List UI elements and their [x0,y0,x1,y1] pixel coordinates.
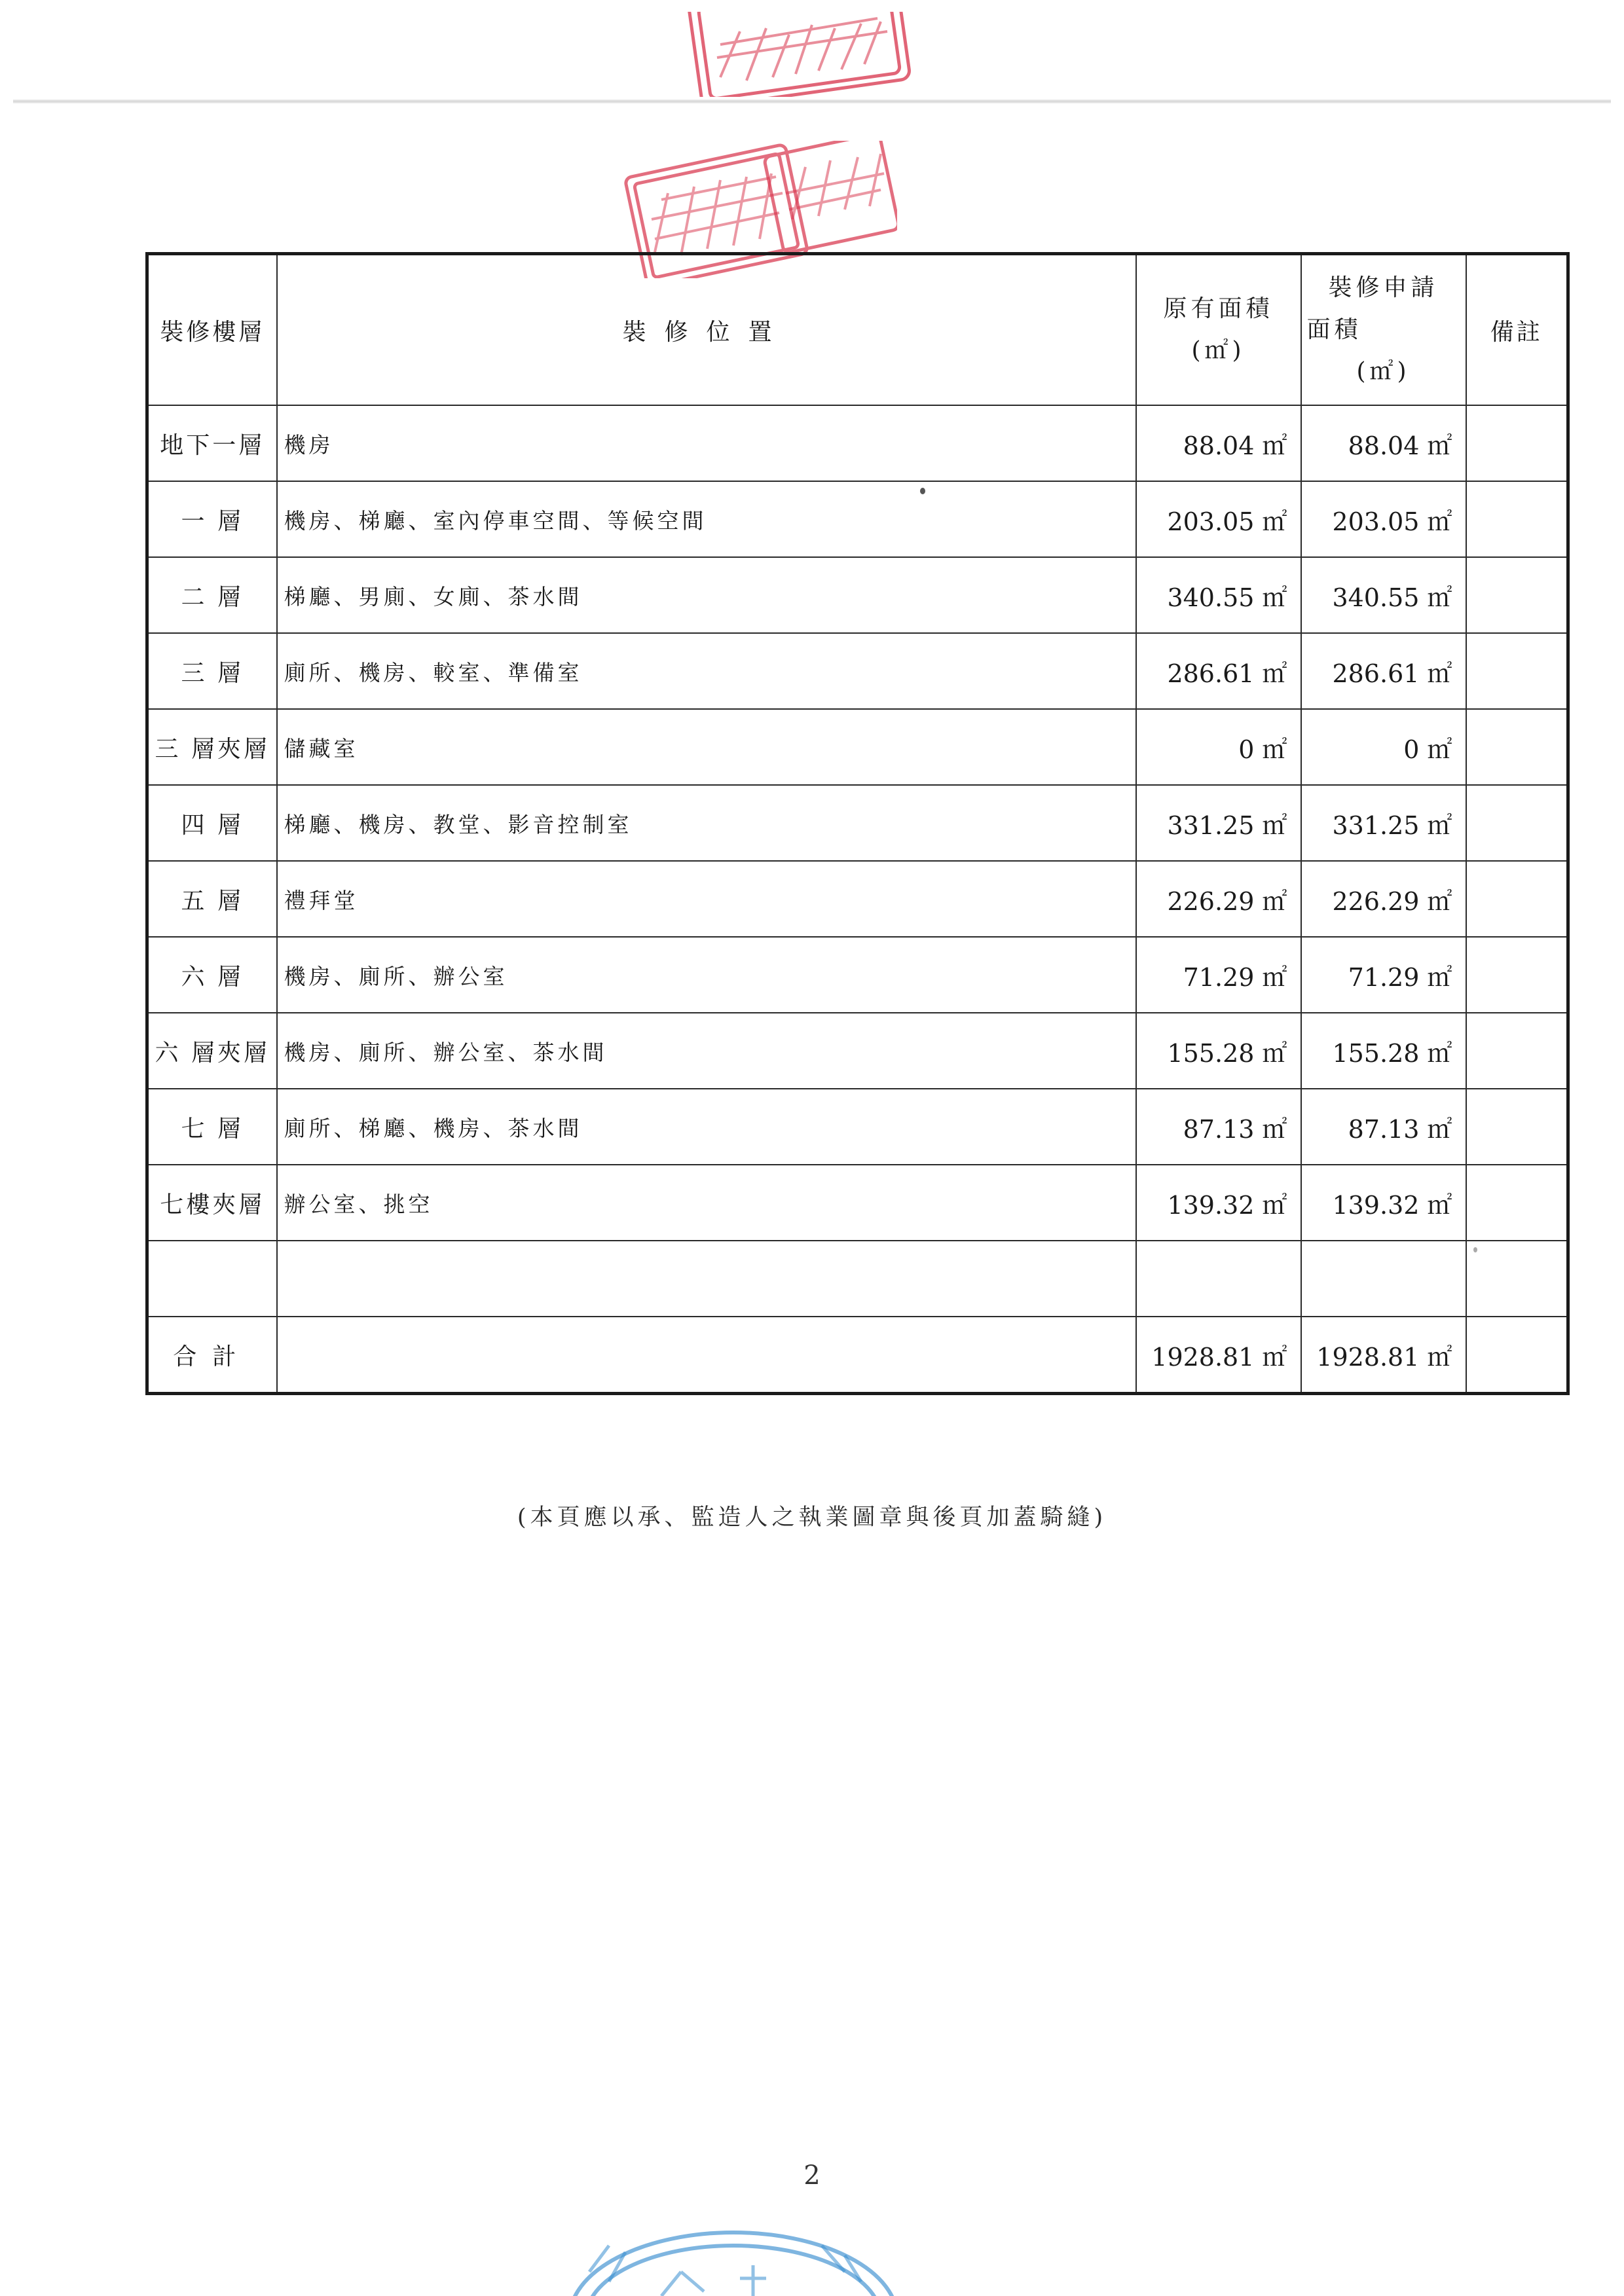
original-area-cell: 0 ㎡ [1136,709,1301,785]
location-cell: 禮拜堂 [277,861,1136,937]
original-area-cell: 71.29 ㎡ [1136,937,1301,1013]
original-area-cell: 203.05 ㎡ [1136,481,1301,557]
scan-speck [1473,1247,1477,1252]
floor-cell: 七樓夾層 [147,1165,277,1241]
remarks-cell [1466,481,1568,557]
location-cell: 廁所、梯廳、機房、茶水間 [277,1089,1136,1165]
total-original-area: 1928.81 ㎡ [1136,1317,1301,1394]
applied-area-cell: 331.25 ㎡ [1301,785,1466,861]
table-row [147,405,1568,481]
total-location-cell [277,1317,1136,1394]
remarks-cell [1466,861,1568,937]
scan-speck [920,488,925,494]
location-cell: 辦公室、挑空 [277,1165,1136,1241]
total-label: 合計 [147,1317,277,1394]
header-applied-area-label-1: 裝修申請 [1328,274,1439,301]
total-remarks-cell [1466,1317,1568,1394]
location-cell: 機房 [277,405,1136,481]
total-applied-area: 1928.81 ㎡ [1301,1317,1466,1394]
table-row [147,481,1568,557]
original-area-cell: 331.25 ㎡ [1136,785,1301,861]
applied-area-cell: 203.05 ㎡ [1301,481,1466,557]
floor-cell: 三 層 [147,633,277,709]
header-applied-area [1301,254,1466,406]
table-header-row [147,254,1568,406]
page-number: 2 [803,2160,821,2191]
table-row [147,937,1568,1013]
location-cell [277,1241,1136,1317]
paper-fold-line [13,100,1611,103]
original-area-cell: 226.29 ㎡ [1136,861,1301,937]
original-area-cell: 286.61 ㎡ [1136,633,1301,709]
table-row [147,709,1568,785]
location-cell: 機房、梯廳、室內停車空間、等候空間 [277,481,1136,557]
header-floor: 裝修樓層 [147,254,277,406]
location-cell: 儲藏室 [277,709,1136,785]
applied-area-cell: 71.29 ㎡ [1301,937,1466,1013]
applied-area-cell: 226.29 ㎡ [1301,861,1466,937]
floor-cell: 四 層 [147,785,277,861]
floor-cell: 三 層夾層 [147,709,277,785]
floor-cell [147,1241,277,1317]
table-row-empty [147,1241,1568,1317]
remarks-cell [1466,633,1568,709]
table-row [147,785,1568,861]
original-area-cell: 139.32 ㎡ [1136,1165,1301,1241]
table-row [147,861,1568,937]
floor-cell: 地下一層 [147,405,277,481]
location-cell: 梯廳、機房、教堂、影音控制室 [277,785,1136,861]
original-area-cell: 87.13 ㎡ [1136,1089,1301,1165]
applied-area-cell: 87.13 ㎡ [1301,1089,1466,1165]
header-original-area-label: 原有面積 [1163,295,1274,322]
applied-area-cell: 340.55 ㎡ [1301,557,1466,633]
applied-area-cell: 286.61 ㎡ [1301,633,1466,709]
remarks-cell [1466,1241,1568,1317]
applied-area-cell: 139.32 ㎡ [1301,1165,1466,1241]
applied-area-cell: 0 ㎡ [1301,709,1466,785]
applied-area-cell [1301,1241,1466,1317]
remarks-cell [1466,1089,1568,1165]
location-cell: 梯廳、男廁、女廁、茶水間 [277,557,1136,633]
footer-note: (本頁應以承、監造人之執業圖章與後頁加蓋騎縫) [517,1504,1107,1531]
remarks-cell [1466,1013,1568,1089]
original-area-cell: 340.55 ㎡ [1136,557,1301,633]
remarks-cell [1466,405,1568,481]
header-original-area-unit: (㎡) [1191,337,1246,364]
original-area-cell: 155.28 ㎡ [1136,1013,1301,1089]
header-location: 裝修位置 [277,254,1136,406]
floor-cell: 一 層 [147,481,277,557]
floor-cell: 六 層 [147,937,277,1013]
floor-cell: 五 層 [147,861,277,937]
header-applied-area-unit: (㎡) [1356,358,1411,385]
original-area-cell: 88.04 ㎡ [1136,405,1301,481]
remarks-cell [1466,1165,1568,1241]
renovation-area-table [145,252,1570,1395]
table-total-row [147,1317,1568,1394]
location-cell: 廁所、機房、較室、準備室 [277,633,1136,709]
table-row [147,1089,1568,1165]
header-remarks: 備註 [1466,254,1568,406]
header-applied-area-label-2: 面積 [1306,316,1362,343]
table-row [147,557,1568,633]
blue-seal-stamp-bottom [563,2219,904,2296]
applied-area-cell: 88.04 ㎡ [1301,405,1466,481]
floor-cell: 七 層 [147,1089,277,1165]
table-row [147,1165,1568,1241]
table-row [147,1013,1568,1089]
original-area-cell [1136,1241,1301,1317]
remarks-cell [1466,937,1568,1013]
location-cell: 機房、廁所、辦公室 [277,937,1136,1013]
floor-cell: 二 層 [147,557,277,633]
remarks-cell [1466,557,1568,633]
floor-cell: 六 層夾層 [147,1013,277,1089]
applied-area-cell: 155.28 ㎡ [1301,1013,1466,1089]
header-original-area [1136,254,1301,406]
table-row [147,633,1568,709]
remarks-cell [1466,709,1568,785]
location-cell: 機房、廁所、辦公室、茶水間 [277,1013,1136,1089]
red-seal-stamp-top [681,12,917,97]
remarks-cell [1466,785,1568,861]
